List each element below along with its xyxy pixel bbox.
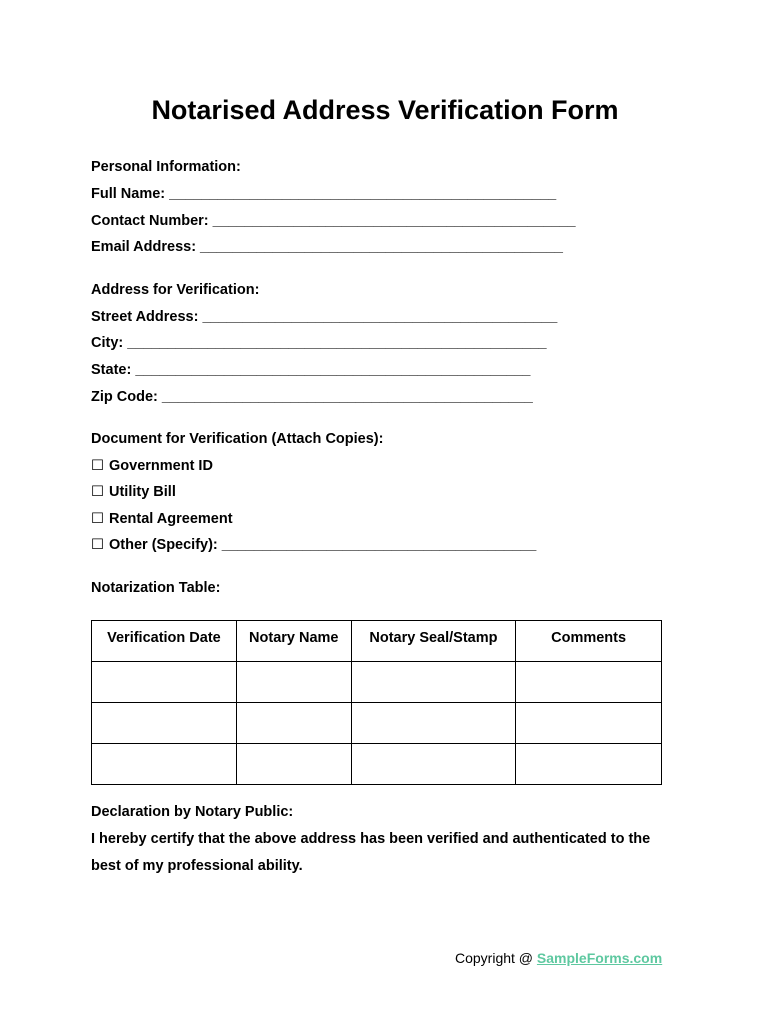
table-cell[interactable]: [236, 744, 351, 785]
table-cell[interactable]: [516, 662, 662, 703]
table-cell[interactable]: [351, 744, 516, 785]
copyright-prefix: Copyright @: [455, 950, 537, 966]
street-address-field[interactable]: Street Address: ____________________________________________: [91, 309, 558, 325]
notarization-heading: Notarization Table:: [91, 580, 221, 596]
table-cell[interactable]: [92, 744, 237, 785]
email-address-field[interactable]: Email Address: _____________________________________________: [91, 239, 563, 255]
checkbox-government-id[interactable]: [91, 457, 213, 475]
checkbox-icon[interactable]: ☐: [91, 537, 104, 553]
checkbox-rental-agreement[interactable]: [91, 510, 233, 528]
table-cell[interactable]: [92, 703, 237, 744]
checkbox-icon[interactable]: ☐: [91, 458, 104, 474]
full-name-field[interactable]: Full Name: ________________________________________________: [91, 186, 557, 202]
checkbox-utility-bill[interactable]: [91, 483, 176, 501]
checkbox-label: Government ID: [109, 458, 213, 474]
state-field[interactable]: State: _________________________________________________: [91, 362, 531, 378]
declaration-text-line-1: I hereby certify that the above address has been verified and authenticated to the: [91, 831, 651, 847]
table-header-row: [92, 621, 662, 662]
copyright-footer: [455, 950, 662, 966]
table-cell[interactable]: [351, 662, 516, 703]
table-cell[interactable]: [516, 703, 662, 744]
table-cell[interactable]: [516, 744, 662, 785]
table-cell[interactable]: [351, 703, 516, 744]
notarization-table: [91, 620, 662, 785]
city-field[interactable]: City: ____________________________________________________: [91, 335, 547, 351]
column-header-comments: Comments: [516, 621, 662, 662]
personal-info-heading: Personal Information:: [91, 159, 241, 175]
table-cell[interactable]: [92, 662, 237, 703]
checkbox-other[interactable]: [91, 536, 536, 554]
table-row: [92, 744, 662, 785]
checkbox-label: Other (Specify): _______________________________________: [109, 537, 537, 553]
address-heading: Address for Verification:: [91, 282, 260, 298]
checkbox-icon[interactable]: ☐: [91, 511, 104, 527]
contact-number-field[interactable]: Contact Number: _____________________________________________: [91, 213, 576, 229]
table-row: [92, 662, 662, 703]
declaration-heading: Declaration by Notary Public:: [91, 804, 294, 820]
column-header-notary-name: Notary Name: [236, 621, 351, 662]
table-cell[interactable]: [236, 703, 351, 744]
table-row: [92, 703, 662, 744]
zip-code-field[interactable]: Zip Code: ______________________________________________: [91, 389, 533, 405]
column-header-verification-date: Verification Date: [92, 621, 237, 662]
column-header-notary-seal: Notary Seal/Stamp: [351, 621, 516, 662]
documents-heading: Document for Verification (Attach Copies):: [91, 431, 384, 447]
checkbox-icon[interactable]: ☐: [91, 484, 104, 500]
declaration-text-line-2: best of my professional ability.: [91, 858, 303, 874]
table-cell[interactable]: [236, 662, 351, 703]
checkbox-label: Rental Agreement: [109, 511, 233, 527]
checkbox-label: Utility Bill: [109, 484, 176, 500]
sampleforms-link[interactable]: SampleForms.com: [536, 950, 663, 966]
form-title: Notarised Address Verification Form: [151, 95, 619, 125]
